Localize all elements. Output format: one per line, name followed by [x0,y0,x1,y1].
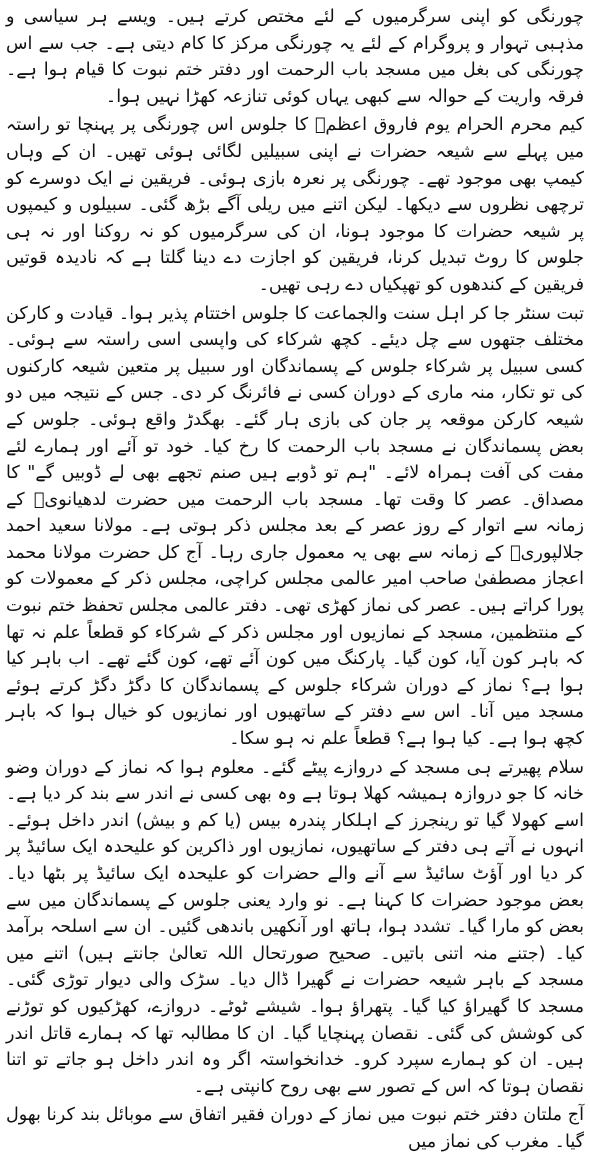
paragraph-chowrangi-background: چورنگی کو اپنی سرگرمیوں کے لئے مختص کرتے ہیں۔ ویسے ہر سیاسی و مذہبی تہوار و پروگرام کے لئے یہ چورنگی مرکز کا کام دیتی ہے۔ جب سے اس چورنگی کی بغل میں مسجد باب الرحمت اور دفتر ختم نبوت کا قیام ہوا ہے۔ فرقہ واریت کے حوالہ سے کبھی یہاں کوئی تنازعہ کھڑا نہیں ہوا۔ [6,7,584,107]
paragraph-firing-incident: تبت سنٹر جا کر اہل سنت والجماعت کا جلوس اختتام پذیر ہوا۔ قیادت و کارکن مختلف جتھوں سے چل دیئے۔ کچھ شرکاء کی واپسی اسی راستہ سے ہوئی۔ کسی سبیل پر شرکاء جلوس کے پسماندگان اور سبیل پر متعین شیعہ کارکنوں کی تو تکار، منہ ماری کے دوران کسی نے فائرنگ کر دی۔ جس کے نتیجہ میں دو شیعہ کارکن موقعہ پر جان کی بازی ہار گئے۔ بھگدڑ واقع ہوئی۔ جلوس کے بعض پسماندگان نے مسجد باب الرحمت کا رخ کیا۔ خود تو آئے اور ہمارے لئے مفت کی آفت ہمراہ لائے۔ "ہم تو ڈوبے ہیں صنم تجھے بھی لے ڈوبیں گے" کا مصداق۔ عصر کا وقت تھا۔ مسجد باب الرحمت میں حضرت لدھیانویؒ کے زمانہ سے اتوار کے روز عصر کے بعد مجلس ذکر ہوتی ہے۔ مولانا سعید احمد جلالپوریؒ کے زمانہ سے بھی یہ معمول جاری رہا۔ آج کل حضرت مولانا محمد اعجاز مصطفیٰ صاحب امیر عالمی مجلس کراچی، مجلس ذکر کے معمولات کو پورا کراتے ہیں۔ عصر کی نماز کھڑی تھی۔ دفتر عالمی مجلس تحفظ ختم نبوت کے منتظمین، مسجد کے نمازیوں اور مجلس ذکر کے شرکاء کو قطعاً علم نہ تھا کہ باہر کون آیا، کون گیا۔ پارکنگ میں کون آئے تھے، کون گئے تھے۔ اب باہر کیا ہوا ہے؟ نماز کے دوران شرکاء جلوس کے پسماندگان کا دگڑ دگڑ کرتے ہوئے مسجد میں آنا۔ اس سے دفتر کے ساتھیوں اور نمازیوں کو خیال ہوا کہ باہر کچھ ہوا ہے۔ کیا ہوا ہے؟ قطعاً علم نہ ہو سکا۔ [6,303,584,750]
paragraph-procession-arrival: کیم محرم الحرام یوم فاروق اعظمؓ کا جلوس اس چورنگی پر پہنچا تو راستہ میں پہلے سے شیعہ حضرات نے اپنی سبیلیں لگائی ہوئی تھیں۔ ان کے وہاں کیمپ بھی موجود تھے۔ چورنگی پر نعرہ بازی ہوئی۔ فریقین نے ایک دوسرے کو ترچھی نظروں سے دیکھا۔ لیکن اتنے میں ریلی آگے بڑھ گئی۔ سبیلوں و کیمپوں پر شیعہ حضرات کا موجود ہونا، ان کی سرگرمیوں کو نہ روکنا اور نہ ہی جلوس کا روٹ تبدیل کرنا، فریقین کو اجازت دے دینا گلتا ہے کہ نادیدہ قوتیں فریقین کے کندھوں کو تھپکیاں دے رہی تھیں۔ [6,115,584,295]
paragraph-multan-continuation: آج ملتان دفتر ختم نبوت میں نماز کے دوران فقیر اتفاق سے موبائل بند کرنا بھول گیا۔ مغرب کی نماز میں [6,1105,584,1152]
paragraph-rangers-siege: سلام پھیرتے ہی مسجد کے دروازے پیٹے گئے۔ معلوم ہوا کہ نماز کے دوران وضو خانہ کا جو دروازہ ہمیشہ کھلا ہوتا ہے وہ بھی کسی نے اندر سے بند کر دیا ہے۔ اسے کھولا گیا تو رینجرز کے اہلکار پندرہ بیس (یا کم و بیش) اندر داخل ہوئے۔ انہوں نے آتے ہی دفتر کے ساتھیوں، نمازیوں اور ذاکرین کو علیحدہ ایک سائیڈ پر کر دیا اور آؤٹ سائیڈ سے آنے والے حضرات کو علیحدہ ایک سائیڈ پر بٹھا دیا۔ بعض موجود حضرات کا کہنا ہے۔ نو وارد یعنی جلوس کے پسماندگان میں سے بعض کو مارا گیا۔ تشدد ہوا، ہاتھ اور آنکھیں باندھی گئیں۔ ان سے اسلحہ برآمد کیا۔ (جتنے منہ اتنی باتیں۔ صحیح صورتحال اللہ تعالیٰ جانتے ہیں) اتنے میں مسجد کے باہر شیعہ حضرات نے گھیرا ڈال دیا۔ سڑک والی دیوار توڑی گئی۔ مسجد کا گھیراؤ کیا گیا۔ پتھراؤ ہوا۔ شیشے ٹوٹے۔ دروازے، کھڑکیوں کو توڑنے کی کوشش کی گئی۔ نقصان پہنچایا گیا۔ ان کا مطالبہ تھا کہ ہمارے قاتل اندر ہیں۔ ان کو ہمارے سپرد کرو۔ خدانخواستہ اگر وہ اندر داخل ہو جاتے تو اتنا نقصان ہوتا کہ اس کے تصور سے بھی روح کانپتی ہے۔ [6,757,584,1097]
